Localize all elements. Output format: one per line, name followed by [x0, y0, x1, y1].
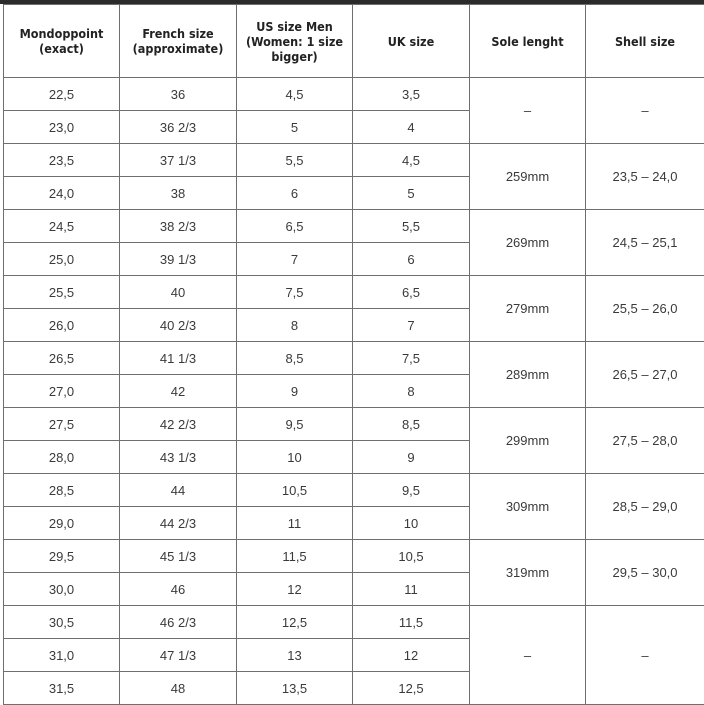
uk-size-cell: 7: [353, 309, 470, 342]
us-size-cell: 9,5: [237, 408, 353, 441]
table-row: [4, 606, 704, 639]
uk-size-cell: 9,5: [353, 474, 470, 507]
mondopoint-cell: 23,5: [4, 144, 120, 177]
french-size-cell: 40 2/3: [120, 309, 237, 342]
us-size-cell: 10: [237, 441, 353, 474]
french-size-cell: 41 1/3: [120, 342, 237, 375]
french-size-cell: 44 2/3: [120, 507, 237, 540]
shell-size-cell: –: [586, 606, 704, 705]
french-size-cell: 45 1/3: [120, 540, 237, 573]
french-size-cell: 48: [120, 672, 237, 705]
uk-size-cell: 5,5: [353, 210, 470, 243]
header-text-line: Sole lenght: [491, 33, 564, 49]
french-size-cell: 36: [120, 78, 237, 111]
sole-length-cell: 259mm: [470, 144, 586, 210]
table-row: [4, 408, 704, 441]
header-text-line: French size: [142, 26, 214, 41]
mondopoint-cell: 24,5: [4, 210, 120, 243]
table-row: [4, 342, 704, 375]
shell-size-cell: 26,5 – 27,0: [586, 342, 704, 408]
shell-size-cell: 24,5 – 25,1: [586, 210, 704, 276]
header-row: [4, 5, 704, 78]
sole-length-cell: 279mm: [470, 276, 586, 342]
us-size-cell: 11,5: [237, 540, 353, 573]
sole-length-cell: –: [470, 606, 586, 705]
table-row: [4, 78, 704, 111]
header-mondopoint: [4, 5, 120, 78]
mondopoint-cell: 31,0: [4, 639, 120, 672]
french-size-cell: 46 2/3: [120, 606, 237, 639]
mondopoint-cell: 30,5: [4, 606, 120, 639]
shell-size-cell: 29,5 – 30,0: [586, 540, 704, 606]
uk-size-cell: 10: [353, 507, 470, 540]
us-size-cell: 12,5: [237, 606, 353, 639]
us-size-cell: 5,5: [237, 144, 353, 177]
table-row: [4, 144, 704, 177]
header-text-line: (exact): [39, 41, 84, 56]
us-size-cell: 13,5: [237, 672, 353, 705]
mondopoint-cell: 26,5: [4, 342, 120, 375]
mondopoint-cell: 29,0: [4, 507, 120, 540]
uk-size-cell: 12,5: [353, 672, 470, 705]
mondopoint-cell: 31,5: [4, 672, 120, 705]
uk-size-cell: 8,5: [353, 408, 470, 441]
french-size-cell: 47 1/3: [120, 639, 237, 672]
mondopoint-cell: 22,5: [4, 78, 120, 111]
french-size-cell: 37 1/3: [120, 144, 237, 177]
header-text-line: Shell size: [614, 33, 676, 49]
header-text-line: US size Men: [256, 18, 333, 34]
us-size-cell: 4,5: [237, 78, 353, 111]
table-row: [4, 276, 704, 309]
french-size-cell: 44: [120, 474, 237, 507]
shell-size-cell: 23,5 – 24,0: [586, 144, 704, 210]
header-uk-size: [353, 5, 470, 78]
uk-size-cell: 11,5: [353, 606, 470, 639]
uk-size-cell: 7,5: [353, 342, 470, 375]
us-size-cell: 6,5: [237, 210, 353, 243]
french-size-cell: 46: [120, 573, 237, 606]
us-size-cell: 7,5: [237, 276, 353, 309]
shell-size-cell: –: [586, 78, 704, 144]
us-size-cell: 8: [237, 309, 353, 342]
us-size-cell: 11: [237, 507, 353, 540]
us-size-cell: 10,5: [237, 474, 353, 507]
uk-size-cell: 4: [353, 111, 470, 144]
header-shell-size: [586, 5, 704, 78]
shell-size-cell: 28,5 – 29,0: [586, 474, 704, 540]
sole-length-cell: 269mm: [470, 210, 586, 276]
uk-size-cell: 8: [353, 375, 470, 408]
sole-length-cell: 289mm: [470, 342, 586, 408]
uk-size-cell: 4,5: [353, 144, 470, 177]
header-text-line: (approximate): [132, 41, 224, 56]
header-french-size: [120, 5, 237, 78]
table-row: [4, 474, 704, 507]
us-size-cell: 12: [237, 573, 353, 606]
size-conversion-table: [3, 4, 704, 705]
us-size-cell: 6: [237, 177, 353, 210]
uk-size-cell: 11: [353, 573, 470, 606]
us-size-cell: 5: [237, 111, 353, 144]
french-size-cell: 43 1/3: [120, 441, 237, 474]
shell-size-cell: 25,5 – 26,0: [586, 276, 704, 342]
mondopoint-cell: 25,5: [4, 276, 120, 309]
header-text-line: Mondoppoint: [19, 26, 104, 41]
french-size-cell: 39 1/3: [120, 243, 237, 276]
sole-length-cell: –: [470, 78, 586, 144]
table-row: [4, 210, 704, 243]
mondopoint-cell: 28,0: [4, 441, 120, 474]
uk-size-cell: 6: [353, 243, 470, 276]
header-text-line: UK size: [387, 33, 435, 49]
mondopoint-cell: 30,0: [4, 573, 120, 606]
uk-size-cell: 3,5: [353, 78, 470, 111]
sole-length-cell: 319mm: [470, 540, 586, 606]
uk-size-cell: 5: [353, 177, 470, 210]
shell-size-cell: 27,5 – 28,0: [586, 408, 704, 474]
mondopoint-cell: 26,0: [4, 309, 120, 342]
sole-length-cell: 299mm: [470, 408, 586, 474]
french-size-cell: 36 2/3: [120, 111, 237, 144]
us-size-cell: 8,5: [237, 342, 353, 375]
table-row: [4, 540, 704, 573]
mondopoint-cell: 28,5: [4, 474, 120, 507]
header-text-line: bigger): [271, 48, 318, 64]
mondopoint-cell: 24,0: [4, 177, 120, 210]
us-size-cell: 13: [237, 639, 353, 672]
sole-length-cell: 309mm: [470, 474, 586, 540]
french-size-cell: 40: [120, 276, 237, 309]
us-size-cell: 9: [237, 375, 353, 408]
french-size-cell: 42 2/3: [120, 408, 237, 441]
uk-size-cell: 10,5: [353, 540, 470, 573]
uk-size-cell: 6,5: [353, 276, 470, 309]
header-sole-length: [470, 5, 586, 78]
mondopoint-cell: 23,0: [4, 111, 120, 144]
french-size-cell: 38: [120, 177, 237, 210]
mondopoint-cell: 27,0: [4, 375, 120, 408]
header-us-size: [237, 5, 353, 78]
french-size-cell: 42: [120, 375, 237, 408]
table-body: [4, 78, 704, 705]
us-size-cell: 7: [237, 243, 353, 276]
mondopoint-cell: 29,5: [4, 540, 120, 573]
mondopoint-cell: 25,0: [4, 243, 120, 276]
uk-size-cell: 12: [353, 639, 470, 672]
french-size-cell: 38 2/3: [120, 210, 237, 243]
mondopoint-cell: 27,5: [4, 408, 120, 441]
header-text-line: (Women: 1 size: [245, 33, 344, 49]
uk-size-cell: 9: [353, 441, 470, 474]
